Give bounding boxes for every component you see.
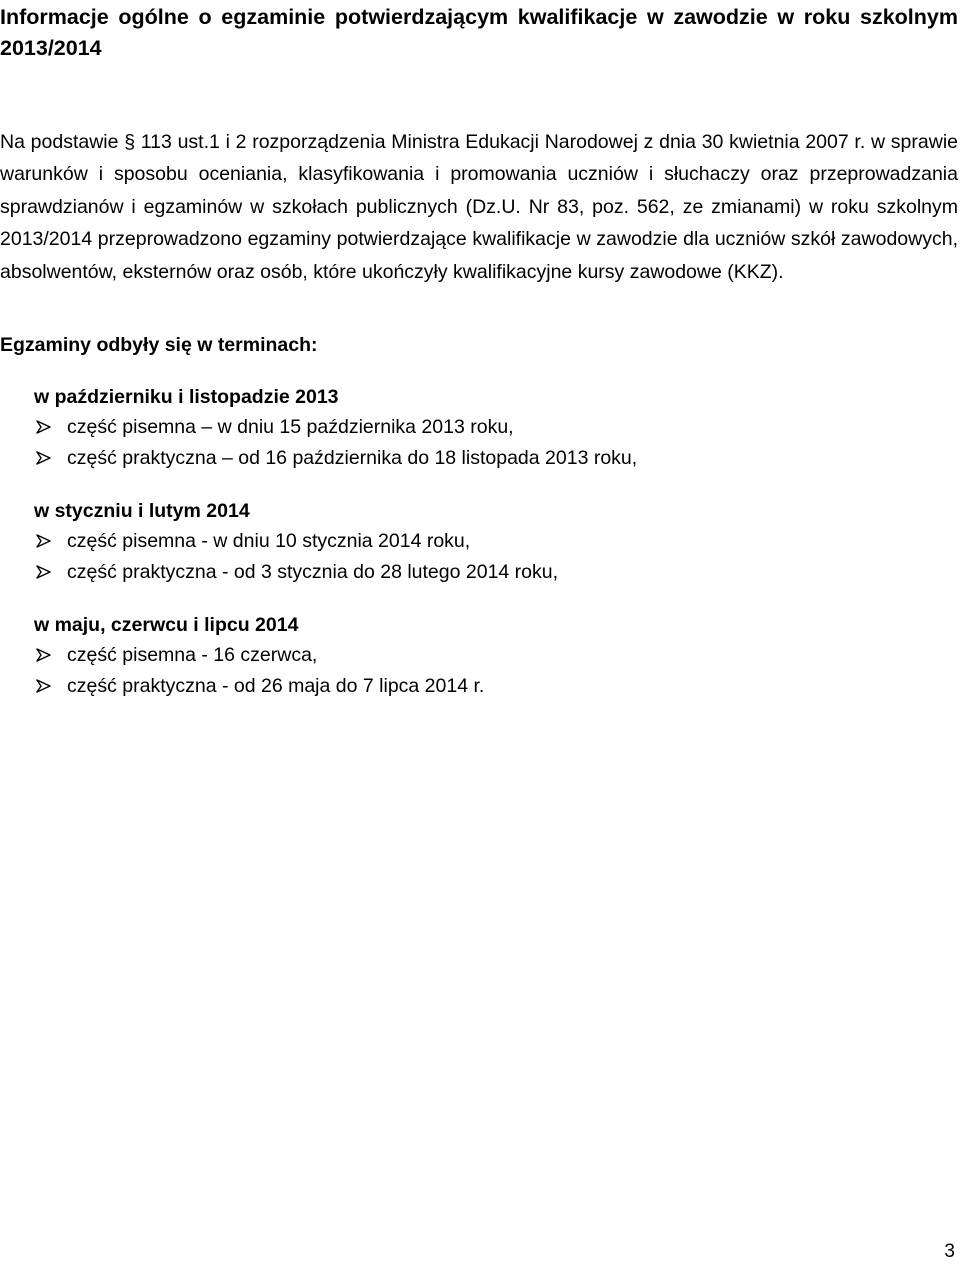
sessions-heading: Egzaminy odbyły się w terminach:	[0, 334, 318, 356]
list-item	[34, 671, 934, 702]
session-title: w styczniu i lutym 2014	[34, 500, 250, 522]
arrowhead-bullet-icon	[36, 451, 51, 465]
session-list	[34, 526, 934, 588]
exam-session-winter-2014	[34, 496, 934, 588]
page-number: 3	[944, 1241, 955, 1262]
arrowhead-bullet-icon	[36, 679, 51, 693]
arrowhead-bullet-icon	[36, 648, 51, 662]
exam-session-summer-2014	[34, 610, 934, 702]
arrowhead-bullet-icon	[36, 534, 51, 548]
list-item	[34, 557, 934, 588]
document-title: Informacje ogólne o egzaminie potwierdzającym kwalifikacje w zawodzie w roku szkolnym 2013/2014	[0, 5, 958, 60]
list-item-text: część praktyczna - od 3 stycznia do 28 lutego 2014 roku,	[67, 561, 559, 583]
intro-paragraph: Na podstawie § 113 ust.1 i 2 rozporządzenia Ministra Edukacji Narodowej z dnia 30 kwietnia 2007 r. w sprawie warunków i sposobu oceniania, klasyfikowania i promowania uczniów i słuchaczy oraz przeprowadzania sprawdzianów i egzaminów w szkołach publicznych (Dz.U. Nr 83, poz. 562, ze zmianami) w roku szkolnym 2013/2014 przeprowadzono egzaminy potwierdzające kwalifikacje w zawodzie dla uczniów szkół zawodowych, absolwentów, eksternów oraz osób, które ukończyły kwalifikacyjne kursy zawodowe (KKZ).	[0, 131, 958, 283]
session-list	[34, 412, 934, 474]
arrowhead-bullet-icon	[36, 565, 51, 579]
exam-session-autumn-2013	[34, 382, 934, 474]
list-item-text: część praktyczna - od 26 maja do 7 lipca 2014 r.	[67, 675, 485, 697]
list-item	[34, 526, 934, 557]
session-title: w maju, czerwcu i lipcu 2014	[34, 614, 299, 636]
list-item	[34, 640, 934, 671]
list-item-text: część pisemna – w dniu 15 października 2013 roku,	[67, 416, 514, 438]
list-item-text: część pisemna - w dniu 10 stycznia 2014 roku,	[67, 530, 471, 552]
list-item	[34, 412, 934, 443]
list-item-text: część pisemna - 16 czerwca,	[67, 644, 318, 666]
session-list	[34, 640, 934, 702]
list-item-text: część praktyczna – od 16 października do 18 listopada 2013 roku,	[67, 447, 638, 469]
list-item	[34, 443, 934, 474]
arrowhead-bullet-icon	[36, 420, 51, 434]
session-title: w październiku i listopadzie 2013	[34, 386, 339, 408]
